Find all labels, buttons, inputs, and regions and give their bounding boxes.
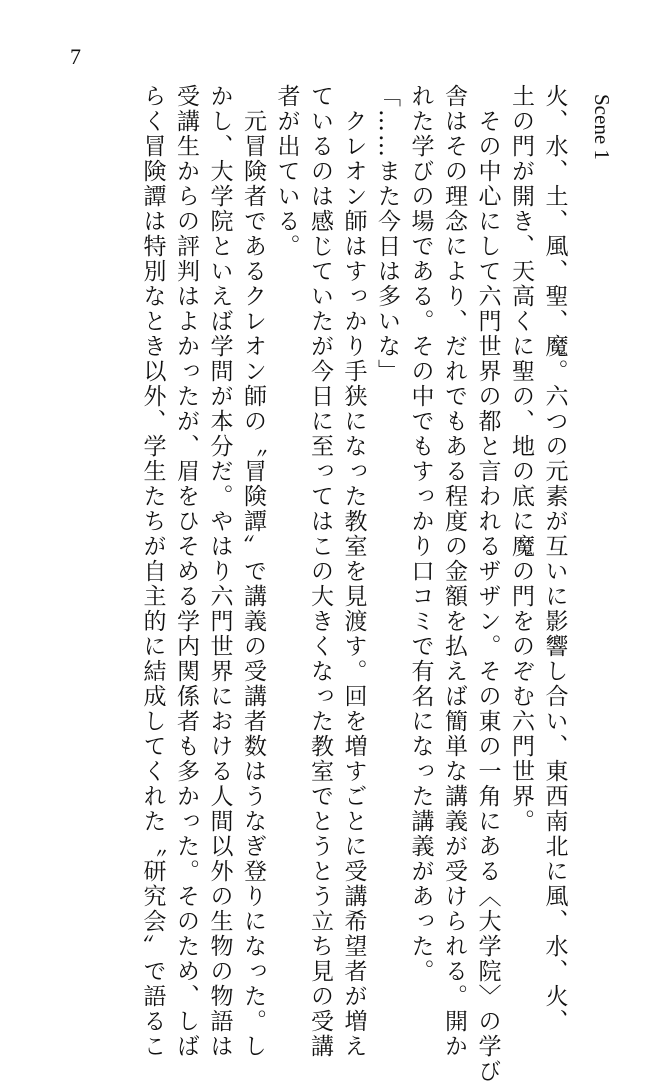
text-line: 元冒険者であるクレオン師の〝冒険譚〟で講義の受講者数はうなぎ登りになった。し: [240, 84, 266, 1059]
text-line: 舎はその理念により、だれでもある程度の金額を払えば簡単な講義が受けられる。開か: [441, 84, 467, 1059]
text-line: 者が出ている。: [273, 84, 300, 259]
text-line: その中心にして六門世界の都と言われるザザン。その東の一角にある〈大学院〉の学び: [474, 84, 501, 1084]
text-line: らく冒険譚は特別なとき以外、学生たちが自主的に結成してくれた〝研究会〟で語るこ: [139, 84, 166, 1059]
body-text: [135, 84, 618, 1084]
text-line: 受講生からの評判はよかったが、眉をひそめる学内関係者も多かった。そのため、しば: [173, 84, 199, 1059]
title-spacer: [571, 84, 585, 884]
text-line: れた学びの場である。その中でもすっかり口コミで有名になった講義があった。: [407, 84, 434, 984]
text-line: 「……また今日は多いな」: [374, 84, 400, 384]
page-number: 7: [70, 44, 81, 69]
text-line: 火、水、土、風、聖、魔。六つの元素が互いに影響し合い、東西南北に風、水、火、: [541, 84, 568, 1034]
text-line: クレオン師はすっかり手狭になった教室を見渡す。回を増すごとに受講希望者が増え: [340, 84, 367, 1059]
text-line: 土の門が開き、天高くに聖の、地の底に魔の門をのぞむ六門世界。: [508, 84, 534, 834]
text-line: ているのは感じていたが今日に至ってはこの大きくなった教室でとうとう立ち見の受講: [307, 84, 333, 1059]
scene-title: Scene 1: [590, 94, 614, 160]
text-line: かし、大学院といえば学問が本分だ。やはり六門世界における人間以外の生物の物語は: [206, 84, 233, 1059]
